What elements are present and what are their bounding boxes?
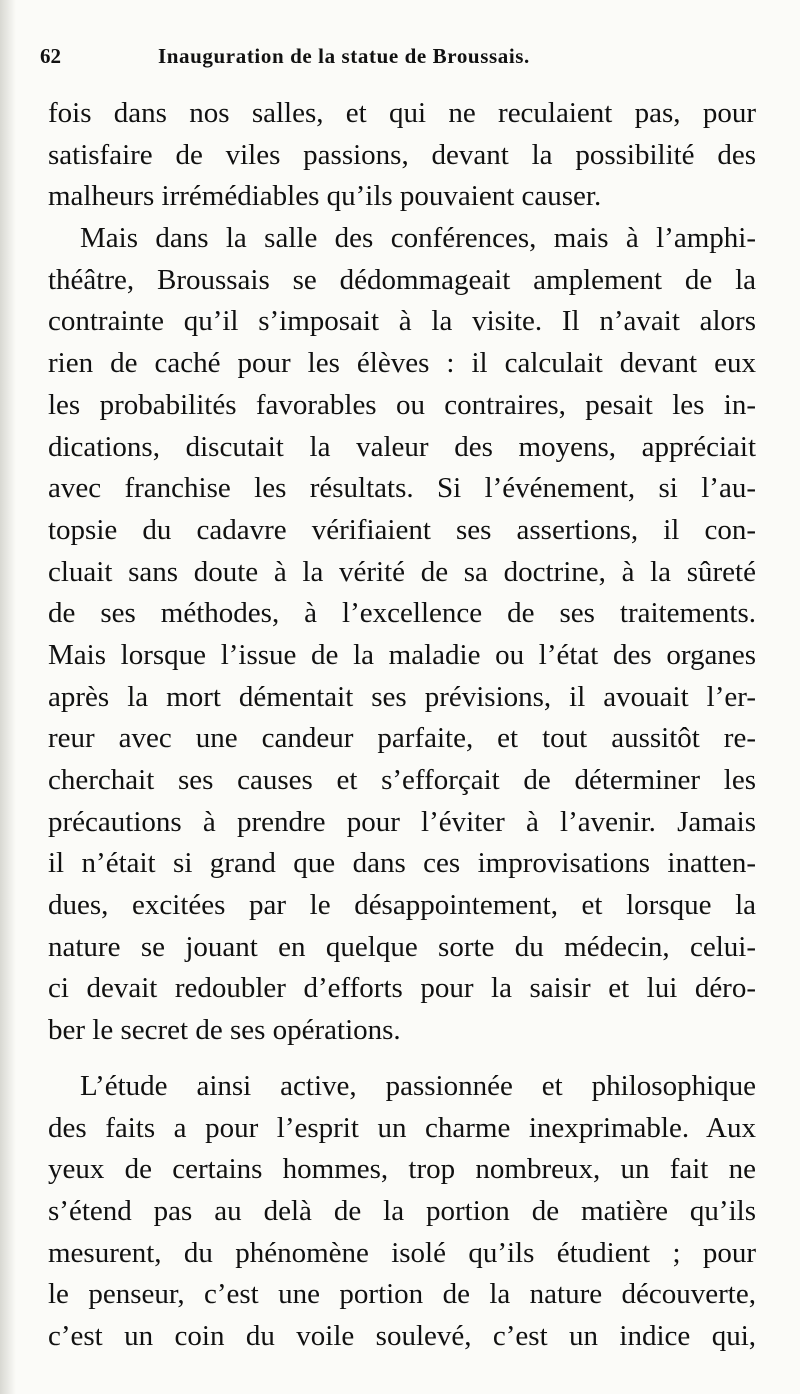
text-line: Mais dans la salle des conférences, mais à l’amphi- (80, 222, 756, 255)
text-line: yeux de certains hommes, trop nombreux, un fait ne (48, 1153, 756, 1186)
text-line: le penseur, c’est une portion de la nature découverte, (48, 1278, 756, 1311)
text-line: ber le secret de ses opérations. (48, 1014, 401, 1047)
text-line: contrainte qu’il s’imposait à la visite. Il n’avait alors (48, 305, 756, 338)
text-line: nature se jouant en quelque sorte du médecin, celui- (48, 930, 756, 963)
running-head (40, 44, 760, 80)
text-line: rien de caché pour les élèves : il calculait devant eux (48, 347, 756, 380)
text-line: dications, discutait la valeur des moyens, appréciait (48, 430, 756, 463)
text-line: fois dans nos salles, et qui ne reculaient pas, pour (48, 97, 756, 129)
text-line: reur avec une candeur parfaite, et tout aussitôt re- (48, 722, 756, 755)
paragraph-3 (48, 1066, 756, 1358)
text-line: s’étend pas au delà de la portion de matière qu’ils (48, 1194, 756, 1227)
text-line: malheurs irrémédiables qu’ils pouvaient causer. (48, 180, 602, 213)
text-line: mesurent, du phénomène isolé qu’ils étudient ; pour (48, 1236, 756, 1269)
page-number: 62 (40, 44, 61, 68)
page-edge-shadow (0, 0, 16, 1394)
text-line: satisfaire de viles passions, devant la possibilité des (48, 138, 756, 171)
text-line: après la mort démentait ses prévisions, il avouait l’er- (48, 680, 756, 713)
text-line: les probabilités favorables ou contraires, pesait les in- (48, 388, 756, 421)
paragraph-spacing (48, 1052, 756, 1066)
body-text (48, 93, 756, 1358)
text-line: des faits a pour l’esprit un charme inexprimable. Aux (48, 1111, 756, 1144)
text-line: Mais lorsque l’issue de la maladie ou l’état des organes (48, 638, 756, 671)
text-line: L’étude ainsi active, passionnée et philosophique (80, 1069, 756, 1102)
text-line: topsie du cadavre vérifiaient ses assertions, il con- (48, 513, 756, 546)
paragraph-2 (48, 218, 756, 1052)
text-line: c’est un coin du voile soulevé, c’est un indice qui, (48, 1319, 756, 1352)
paragraph-1 (48, 93, 756, 218)
text-line: ci devait redoubler d’efforts pour la saisir et lui déro- (48, 972, 756, 1005)
text-line: de ses méthodes, à l’excellence de ses traitements. (48, 597, 756, 630)
text-line: dues, excitées par le désappointement, et lorsque la (48, 889, 756, 922)
text-line: il n’était si grand que dans ces improvisations inatten- (48, 847, 756, 880)
running-title: Inauguration de la statue de Broussais. (158, 44, 530, 68)
text-line: cherchait ses causes et s’efforçait de déterminer les (48, 764, 756, 796)
text-line: avec franchise les résultats. Si l’événement, si l’au- (48, 472, 756, 505)
text-line: cluait sans doute à la vérité de sa doctrine, à la sûreté (48, 555, 756, 588)
text-line: précautions à prendre pour l’éviter à l’avenir. Jamais (48, 805, 756, 838)
text-line: théâtre, Broussais se dédommageait amplement de la (48, 263, 756, 296)
